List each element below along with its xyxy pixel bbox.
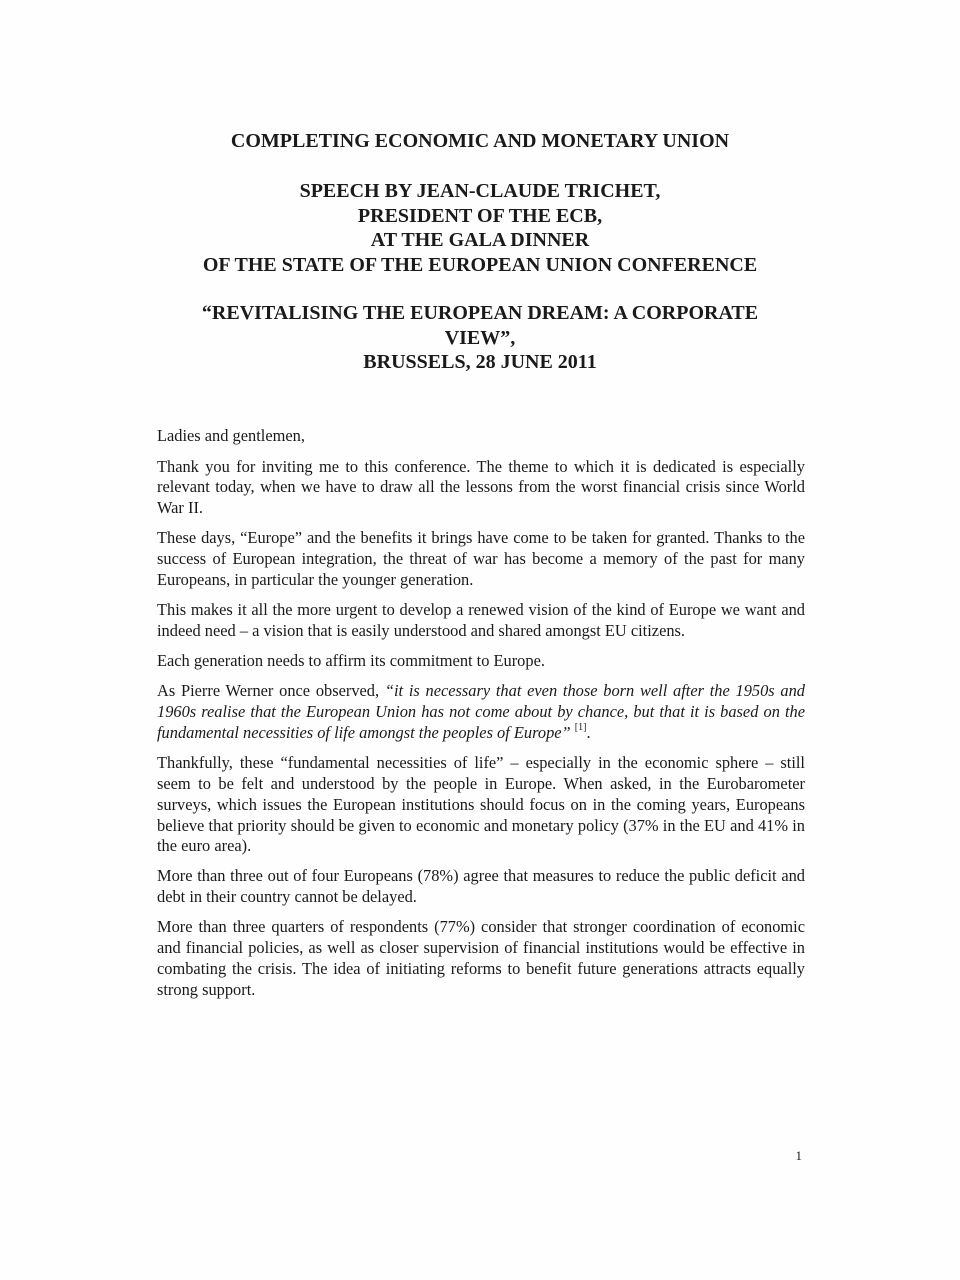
salutation: Ladies and gentlemen, [157, 426, 305, 445]
speaker-line: OF THE STATE OF THE EUROPEAN UNION CONFERENCE [202, 253, 758, 276]
body-paragraph: Each generation needs to affirm its commitment to Europe. [157, 651, 545, 671]
speaker-heading [100, 179, 860, 277]
body-paragraph: This makes it all the more urgent to develop a renewed vision of the kind of Europe we want and indeed need – a vision that is easily understood and shared amongst EU citizens. [157, 600, 805, 640]
werner-quote-paragraph [157, 681, 805, 743]
document-title [100, 129, 860, 154]
page-number: 1 [795, 1148, 802, 1163]
event-line: VIEW”, [444, 326, 516, 349]
speaker-line: AT THE GALA DINNER [370, 229, 590, 251]
body-paragraph: Thank you for inviting me to this conference. The theme to which it is dedicated is especially relevant today, when we have to draw all the lessons from the worst financial crisis since World War II. [157, 456, 805, 518]
event-line: BRUSSELS, 28 JUNE 2011 [363, 351, 597, 373]
body-paragraph: More than three quarters of respondents (77%) consider that stronger coordination of economic and financial policies, as well as closer supervision of financial institutions would be effective in combating the crisis. The idea of initiating reforms to benefit future generations attracts equally strong support. [157, 917, 805, 999]
quote-end: . [586, 722, 591, 742]
werner-quote: “it is necessary that even those born well after the 1950s and 1960s realise that the European Union has not come about by chance, but that it is based on the fundamental necessities of life amongst the peoples of Europe” [157, 681, 805, 742]
quote-intro: As Pierre Werner once observed, [157, 681, 385, 701]
speech-body [157, 426, 805, 1010]
event-heading [100, 301, 860, 375]
body-paragraph: These days, “Europe” and the benefits it brings have come to be taken for granted. Thanks to the success of European integration, the threat of war has become a memory of the past for many Europeans, in particular the younger generation. [157, 528, 805, 589]
title-line: COMPLETING ECONOMIC AND MONETARY UNION [230, 130, 730, 152]
event-line: “REVITALISING THE EUROPEAN DREAM: A CORPORATE [201, 302, 759, 324]
speaker-line: PRESIDENT OF THE ECB, [357, 204, 603, 227]
body-paragraph: Thankfully, these “fundamental necessities of life” – especially in the economic sphere – still seem to be felt and understood by the people in Europe. When asked, in the Eurobarometer surveys, which issues the European institutions should focus on in the coming years, Europeans believe that priority should be given to economic and monetary policy (37% in the EU and 41% in the euro area). [157, 753, 805, 856]
body-paragraph: More than three out of four Europeans (78%) agree that measures to reduce the public deficit and debt in their country cannot be delayed. [157, 866, 805, 907]
footnote-reference[interactable]: [1] [574, 721, 587, 733]
speaker-line: SPEECH BY JEAN-CLAUDE TRICHET, [299, 180, 661, 202]
